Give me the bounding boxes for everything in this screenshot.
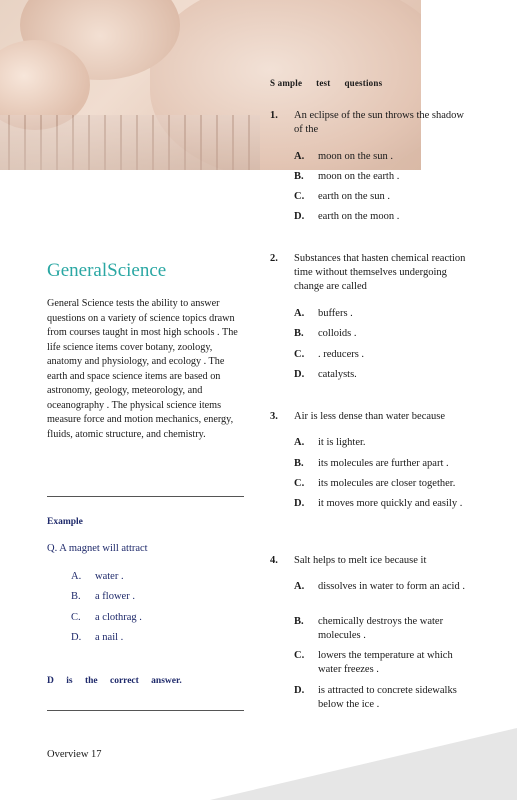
intro-paragraph: General Science tests the ability to answer questions on a variety of science topics drawn from courses taught in most high schools . The life science items cover botany, zoology, anatomy and physiology, and ecology . The earth and space science items are based on astronomy, geology, meteorology, and oceanography . The physical science items measure force and motion mechanics, energy, fluids, atomic structure, and chemistry. [47,298,238,440]
divider-bottom [47,710,244,711]
page-footer: Overview 17 [47,749,102,760]
section-title: GeneralScience [47,260,167,281]
example-answer: D is the correct answer. [47,676,182,686]
divider-top [47,496,244,497]
example-question: Q. A magnet will attract [47,543,148,554]
answer-sheet-shape [0,115,260,170]
sample-test-heading: S ample test questions [270,78,383,88]
example-label: Example [47,517,83,527]
